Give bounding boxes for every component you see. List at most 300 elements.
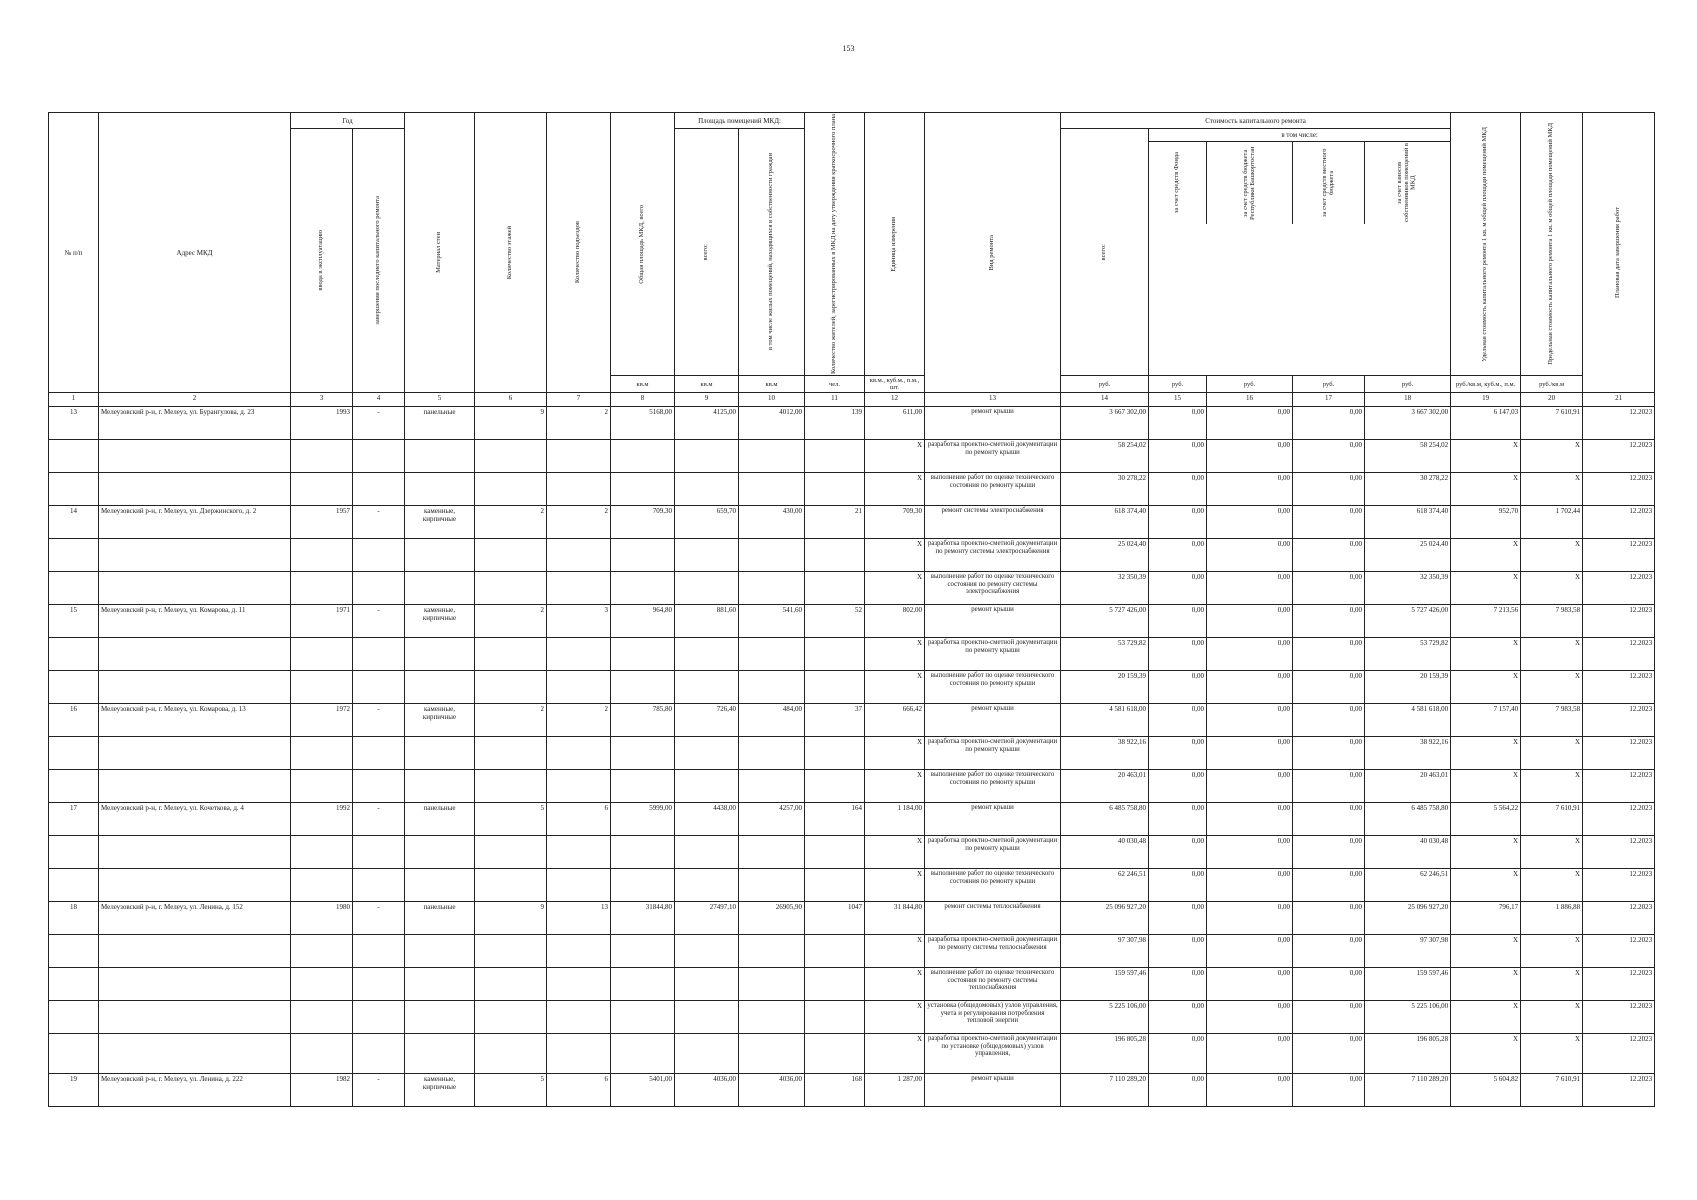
cell-year-last-repair xyxy=(353,935,405,968)
column-number: 21 xyxy=(1583,393,1655,407)
cell-row-number: 15 xyxy=(49,605,99,638)
cell-plan-date: 12.2023 xyxy=(1583,704,1655,737)
cell-cost-total: 3 667 302,00 xyxy=(1061,407,1149,440)
cell-address: Мелеузовский р-н, г. Мелеуз, ул. Бурангулова, д. 23 xyxy=(99,407,291,440)
cell-plan-date: 12.2023 xyxy=(1583,836,1655,869)
cell-floors: 5 xyxy=(475,803,547,836)
cell-year-last-repair xyxy=(353,968,405,1001)
cell-specific-cost: X xyxy=(1451,737,1521,770)
cell-limit-cost: X xyxy=(1521,737,1583,770)
cell-row-number: 18 xyxy=(49,902,99,935)
cell-row-number xyxy=(49,1001,99,1034)
cell-year-last-repair xyxy=(353,836,405,869)
cell-premises-fund xyxy=(739,1001,805,1034)
cell-year-commission xyxy=(291,1001,353,1034)
header-plan-date: Плановая дата завершения работ xyxy=(1614,207,1622,299)
cell-premises-area xyxy=(675,539,739,572)
header-year-commission: ввода в эксплуатацию xyxy=(317,230,325,291)
cell-cost-republic: 0,00 xyxy=(1207,704,1293,737)
cell-floors: 5 xyxy=(475,1074,547,1107)
cell-cost-fund: 0,00 xyxy=(1149,902,1207,935)
cell-premises-area: 4438,00 xyxy=(675,803,739,836)
cell-cost-local: 0,00 xyxy=(1293,1034,1365,1074)
cell-specific-cost: 796,17 xyxy=(1451,902,1521,935)
cell-entrances xyxy=(547,539,611,572)
cell-cost-total: 20 463,01 xyxy=(1061,770,1149,803)
cell-cost-local: 0,00 xyxy=(1293,572,1365,605)
cell-limit-cost: X xyxy=(1521,1034,1583,1074)
table-row xyxy=(49,440,1655,473)
cell-address: Мелеузовский р-н, г. Мелеуз, ул. Ленина, д. 222 xyxy=(99,1074,291,1107)
cell-premises-area xyxy=(675,572,739,605)
cell-work-type: ремонт крыши xyxy=(925,605,1061,638)
cell-limit-cost: 7 610,91 xyxy=(1521,803,1583,836)
cell-cost-total: 62 246,51 xyxy=(1061,869,1149,902)
cell-year-commission xyxy=(291,638,353,671)
cell-cost-owners: 30 278,22 xyxy=(1365,473,1451,506)
unit-17: руб. xyxy=(1293,376,1365,393)
cell-year-commission xyxy=(291,1034,353,1074)
cell-work-type: разработка проектно-сметной документации по ремонту крыши xyxy=(925,737,1061,770)
cell-row-number: 16 xyxy=(49,704,99,737)
cell-quantity: X xyxy=(865,671,925,704)
cell-cost-total: 25 024,40 xyxy=(1061,539,1149,572)
cell-cost-fund: 0,00 xyxy=(1149,869,1207,902)
cell-floors xyxy=(475,539,547,572)
cell-cost-owners: 25 024,40 xyxy=(1365,539,1451,572)
cell-premises-fund xyxy=(739,968,805,1001)
cell-cost-total: 196 805,28 xyxy=(1061,1034,1149,1074)
header-cost-fund: за счет средств Фонда xyxy=(1173,152,1181,214)
cell-premises-fund xyxy=(739,1034,805,1074)
header-premises-total: всего: xyxy=(702,243,710,261)
cell-cost-owners: 5 727 426,00 xyxy=(1365,605,1451,638)
cell-entrances xyxy=(547,440,611,473)
cell-address xyxy=(99,869,291,902)
cell-total-area: 964,80 xyxy=(611,605,675,638)
column-number: 9 xyxy=(675,393,739,407)
cell-cost-total: 58 254,02 xyxy=(1061,440,1149,473)
cell-total-area xyxy=(611,572,675,605)
table-row xyxy=(49,836,1655,869)
column-number: 6 xyxy=(475,393,547,407)
cell-plan-date: 12.2023 xyxy=(1583,440,1655,473)
cell-wall-material xyxy=(405,473,475,506)
cell-quantity: 666,42 xyxy=(865,704,925,737)
cell-cost-republic: 0,00 xyxy=(1207,539,1293,572)
header-entrances: Количество подъездов xyxy=(574,221,582,284)
cell-specific-cost: X xyxy=(1451,1001,1521,1034)
cell-cost-local: 0,00 xyxy=(1293,902,1365,935)
cell-premises-area xyxy=(675,638,739,671)
cell-cost-owners: 6 485 758,80 xyxy=(1365,803,1451,836)
cell-year-last-repair: - xyxy=(353,506,405,539)
cell-total-area xyxy=(611,473,675,506)
cell-wall-material: каменные, кирпичные xyxy=(405,605,475,638)
table-row xyxy=(49,605,1655,638)
cell-plan-date: 12.2023 xyxy=(1583,902,1655,935)
cell-limit-cost: X xyxy=(1521,572,1583,605)
cell-floors: 9 xyxy=(475,902,547,935)
cell-address xyxy=(99,473,291,506)
cell-entrances: 2 xyxy=(547,704,611,737)
column-number: 8 xyxy=(611,393,675,407)
cell-entrances xyxy=(547,737,611,770)
cell-cost-local: 0,00 xyxy=(1293,671,1365,704)
cell-premises-area xyxy=(675,1001,739,1034)
cell-year-last-repair xyxy=(353,1001,405,1034)
cell-address xyxy=(99,1034,291,1074)
table-row xyxy=(49,1074,1655,1107)
cell-year-commission xyxy=(291,440,353,473)
cell-cost-total: 25 096 927,20 xyxy=(1061,902,1149,935)
cell-cost-fund: 0,00 xyxy=(1149,704,1207,737)
cell-specific-cost: X xyxy=(1451,440,1521,473)
cell-cost-owners: 53 729,82 xyxy=(1365,638,1451,671)
column-number: 18 xyxy=(1365,393,1451,407)
cell-year-last-repair xyxy=(353,1034,405,1074)
cell-plan-date: 12.2023 xyxy=(1583,869,1655,902)
cell-cost-owners: 25 096 927,20 xyxy=(1365,902,1451,935)
cell-premises-area xyxy=(675,440,739,473)
cell-work-type: ремонт системы теплоснабжения xyxy=(925,902,1061,935)
cell-quantity: X xyxy=(865,869,925,902)
cell-wall-material xyxy=(405,572,475,605)
cell-floors xyxy=(475,968,547,1001)
cell-year-commission xyxy=(291,737,353,770)
cell-plan-date: 12.2023 xyxy=(1583,1074,1655,1107)
cell-floors xyxy=(475,440,547,473)
cell-premises-fund: 541,60 xyxy=(739,605,805,638)
cell-work-type: выполнение работ по оценке технического состояния по ремонту крыши xyxy=(925,869,1061,902)
table-row xyxy=(49,704,1655,737)
cell-address xyxy=(99,440,291,473)
cell-limit-cost: 1 702,44 xyxy=(1521,506,1583,539)
cell-cost-fund: 0,00 xyxy=(1149,1034,1207,1074)
cell-plan-date: 12.2023 xyxy=(1583,473,1655,506)
cell-cost-owners: 58 254,02 xyxy=(1365,440,1451,473)
cell-address xyxy=(99,935,291,968)
cell-year-commission: 1980 xyxy=(291,902,353,935)
cell-cost-total: 4 581 618,00 xyxy=(1061,704,1149,737)
cell-cost-owners: 40 030,48 xyxy=(1365,836,1451,869)
cell-total-area xyxy=(611,539,675,572)
header-premises-area: Площадь помещений МКД: xyxy=(675,113,805,129)
cell-floors xyxy=(475,836,547,869)
cell-quantity: 31 844,80 xyxy=(865,902,925,935)
cell-year-commission xyxy=(291,572,353,605)
cell-specific-cost: X xyxy=(1451,539,1521,572)
cell-quantity: X xyxy=(865,770,925,803)
cell-premises-area: 659,70 xyxy=(675,506,739,539)
unit-18: руб. xyxy=(1365,376,1451,393)
table-row xyxy=(49,1034,1655,1074)
cell-entrances xyxy=(547,473,611,506)
cell-cost-owners: 159 597,46 xyxy=(1365,968,1451,1001)
cell-row-number xyxy=(49,539,99,572)
cell-cost-total: 38 922,16 xyxy=(1061,737,1149,770)
header-incl: в том числе: xyxy=(1149,129,1450,142)
cell-residents: 139 xyxy=(805,407,865,440)
cell-premises-fund: 484,00 xyxy=(739,704,805,737)
cell-quantity: X xyxy=(865,638,925,671)
cell-year-last-repair: - xyxy=(353,902,405,935)
cell-cost-local: 0,00 xyxy=(1293,704,1365,737)
cell-quantity: X xyxy=(865,836,925,869)
unit-20: руб./кв.м xyxy=(1521,376,1583,393)
cell-work-type: ремонт крыши xyxy=(925,407,1061,440)
cell-floors: 2 xyxy=(475,605,547,638)
cell-floors xyxy=(475,935,547,968)
cell-year-last-repair xyxy=(353,572,405,605)
cell-cost-total: 159 597,46 xyxy=(1061,968,1149,1001)
cell-cost-republic: 0,00 xyxy=(1207,1074,1293,1107)
header-cost-title: Стоимость капитального ремонта xyxy=(1061,113,1451,129)
cell-residents: 52 xyxy=(805,605,865,638)
unit-10: кв.м xyxy=(739,376,805,393)
cell-quantity: X xyxy=(865,737,925,770)
cell-entrances: 13 xyxy=(547,902,611,935)
cell-floors xyxy=(475,473,547,506)
cell-cost-republic: 0,00 xyxy=(1207,836,1293,869)
column-number: 12 xyxy=(865,393,925,407)
cell-year-commission xyxy=(291,836,353,869)
cell-total-area: 5168,00 xyxy=(611,407,675,440)
cell-cost-owners: 7 110 289,20 xyxy=(1365,1074,1451,1107)
column-number: 1 xyxy=(49,393,99,407)
cell-cost-owners: 62 246,51 xyxy=(1365,869,1451,902)
cell-address: Мелеузовский р-н, г. Мелеуз, ул. Дзержинского, д. 2 xyxy=(99,506,291,539)
cell-cost-fund: 0,00 xyxy=(1149,407,1207,440)
cell-total-area: 709,30 xyxy=(611,506,675,539)
cell-quantity: X xyxy=(865,473,925,506)
cell-premises-fund xyxy=(739,539,805,572)
cell-quantity: X xyxy=(865,1034,925,1074)
cell-specific-cost: 5 564,22 xyxy=(1451,803,1521,836)
cell-total-area xyxy=(611,968,675,1001)
cell-entrances xyxy=(547,836,611,869)
cell-row-number: 19 xyxy=(49,1074,99,1107)
table-row xyxy=(49,539,1655,572)
cell-residents xyxy=(805,671,865,704)
cell-cost-owners: 97 307,98 xyxy=(1365,935,1451,968)
cell-premises-fund xyxy=(739,473,805,506)
cell-cost-local: 0,00 xyxy=(1293,770,1365,803)
cell-quantity: 1 287,00 xyxy=(865,1074,925,1107)
cell-total-area: 785,80 xyxy=(611,704,675,737)
table-row xyxy=(49,506,1655,539)
cell-cost-republic: 0,00 xyxy=(1207,902,1293,935)
cell-cost-local: 0,00 xyxy=(1293,803,1365,836)
column-number: 4 xyxy=(353,393,405,407)
cell-cost-local: 0,00 xyxy=(1293,440,1365,473)
unit-14: руб. xyxy=(1061,376,1149,393)
cell-premises-fund: 4257,00 xyxy=(739,803,805,836)
cell-year-last-repair: - xyxy=(353,704,405,737)
cell-address xyxy=(99,572,291,605)
cell-quantity: X xyxy=(865,572,925,605)
cell-total-area xyxy=(611,440,675,473)
cell-quantity: 611,00 xyxy=(865,407,925,440)
cell-cost-fund: 0,00 xyxy=(1149,1074,1207,1107)
cell-wall-material: каменные, кирпичные xyxy=(405,704,475,737)
page-number: 153 xyxy=(842,44,855,53)
cell-premises-area xyxy=(675,869,739,902)
cell-floors xyxy=(475,737,547,770)
cell-year-last-repair xyxy=(353,539,405,572)
cell-premises-fund xyxy=(739,737,805,770)
cell-row-number xyxy=(49,770,99,803)
cell-total-area xyxy=(611,638,675,671)
column-number: 10 xyxy=(739,393,805,407)
cell-wall-material: панельные xyxy=(405,803,475,836)
header-floors: Количество этажей xyxy=(506,225,514,280)
header-address: Адрес МКД xyxy=(99,113,291,393)
table-row xyxy=(49,902,1655,935)
cell-address xyxy=(99,671,291,704)
cell-residents xyxy=(805,836,865,869)
cell-cost-owners: 4 581 618,00 xyxy=(1365,704,1451,737)
cell-address xyxy=(99,770,291,803)
cell-cost-total: 30 278,22 xyxy=(1061,473,1149,506)
cell-wall-material xyxy=(405,836,475,869)
cell-row-number xyxy=(49,671,99,704)
cell-year-commission xyxy=(291,671,353,704)
cell-total-area xyxy=(611,671,675,704)
cell-cost-owners: 5 225 106,00 xyxy=(1365,1001,1451,1034)
cell-total-area: 31844,80 xyxy=(611,902,675,935)
cell-address: Мелеузовский р-н, г. Мелеуз, ул. Комарова, д. 11 xyxy=(99,605,291,638)
cell-work-type: выполнение работ по оценке технического состояния по ремонту крыши xyxy=(925,473,1061,506)
cell-work-type: ремонт системы электроснабжения xyxy=(925,506,1061,539)
table-row xyxy=(49,935,1655,968)
cell-premises-area: 27497,10 xyxy=(675,902,739,935)
cell-specific-cost: 5 604,82 xyxy=(1451,1074,1521,1107)
cell-address xyxy=(99,638,291,671)
cell-plan-date: 12.2023 xyxy=(1583,770,1655,803)
header-cost-total: всего: xyxy=(1100,243,1108,261)
cell-premises-fund xyxy=(739,770,805,803)
cell-limit-cost: X xyxy=(1521,770,1583,803)
cell-cost-local: 0,00 xyxy=(1293,836,1365,869)
cell-cost-local: 0,00 xyxy=(1293,737,1365,770)
cell-specific-cost: X xyxy=(1451,638,1521,671)
cell-entrances: 2 xyxy=(547,407,611,440)
cell-cost-republic: 0,00 xyxy=(1207,638,1293,671)
unit-8: кв.м xyxy=(611,376,675,393)
cell-row-number xyxy=(49,572,99,605)
table-row xyxy=(49,737,1655,770)
cell-limit-cost: 1 886,88 xyxy=(1521,902,1583,935)
cell-cost-republic: 0,00 xyxy=(1207,869,1293,902)
cell-year-commission xyxy=(291,968,353,1001)
cell-quantity: X xyxy=(865,968,925,1001)
cell-work-type: разработка проектно-сметной документации по ремонту крыши xyxy=(925,440,1061,473)
cell-cost-total: 6 485 758,80 xyxy=(1061,803,1149,836)
cell-cost-local: 0,00 xyxy=(1293,935,1365,968)
cell-quantity: 709,30 xyxy=(865,506,925,539)
cell-address xyxy=(99,836,291,869)
cell-cost-republic: 0,00 xyxy=(1207,572,1293,605)
cell-cost-republic: 0,00 xyxy=(1207,1034,1293,1074)
cell-plan-date: 12.2023 xyxy=(1583,968,1655,1001)
cell-quantity: 802,00 xyxy=(865,605,925,638)
cell-entrances xyxy=(547,638,611,671)
table-row xyxy=(49,638,1655,671)
cell-limit-cost: 7 983,58 xyxy=(1521,704,1583,737)
cell-plan-date: 12.2023 xyxy=(1583,539,1655,572)
cell-wall-material xyxy=(405,638,475,671)
cell-wall-material xyxy=(405,869,475,902)
cell-plan-date: 12.2023 xyxy=(1583,638,1655,671)
cell-wall-material: панельные xyxy=(405,902,475,935)
table-row xyxy=(49,869,1655,902)
cell-specific-cost: 6 147,03 xyxy=(1451,407,1521,440)
cell-residents: 1047 xyxy=(805,902,865,935)
cell-residents xyxy=(805,968,865,1001)
cell-entrances xyxy=(547,869,611,902)
column-number: 19 xyxy=(1451,393,1521,407)
cell-plan-date: 12.2023 xyxy=(1583,803,1655,836)
cell-cost-fund: 0,00 xyxy=(1149,1001,1207,1034)
cell-residents xyxy=(805,638,865,671)
cell-cost-fund: 0,00 xyxy=(1149,638,1207,671)
cell-row-number: 17 xyxy=(49,803,99,836)
cell-cost-republic: 0,00 xyxy=(1207,935,1293,968)
header-unit-measure: Единица измерения xyxy=(890,216,898,272)
cell-specific-cost: 7 213,56 xyxy=(1451,605,1521,638)
cell-cost-total: 97 307,98 xyxy=(1061,935,1149,968)
cell-floors: 9 xyxy=(475,407,547,440)
cell-cost-republic: 0,00 xyxy=(1207,770,1293,803)
header-specific-cost: Удельная стоимость капитального ремонта 1 кв. м общей площади помещений МКД xyxy=(1481,126,1489,362)
cell-year-commission xyxy=(291,539,353,572)
cell-wall-material xyxy=(405,539,475,572)
cell-cost-total: 5 225 106,00 xyxy=(1061,1001,1149,1034)
cell-limit-cost: X xyxy=(1521,638,1583,671)
cell-plan-date: 12.2023 xyxy=(1583,1034,1655,1074)
cell-premises-fund xyxy=(739,638,805,671)
column-number: 13 xyxy=(925,393,1061,407)
cell-limit-cost: X xyxy=(1521,836,1583,869)
cell-quantity: 1 184,00 xyxy=(865,803,925,836)
cell-row-number: 13 xyxy=(49,407,99,440)
cell-cost-republic: 0,00 xyxy=(1207,506,1293,539)
cell-entrances: 2 xyxy=(547,506,611,539)
cell-year-commission: 1957 xyxy=(291,506,353,539)
cell-year-commission xyxy=(291,869,353,902)
cell-premises-area: 726,40 xyxy=(675,704,739,737)
cell-limit-cost: 7 610,91 xyxy=(1521,1074,1583,1107)
cell-plan-date: 12.2023 xyxy=(1583,671,1655,704)
cell-total-area xyxy=(611,1034,675,1074)
cell-floors xyxy=(475,1001,547,1034)
cell-specific-cost: X xyxy=(1451,968,1521,1001)
header-num: № п/п xyxy=(49,113,99,393)
cell-cost-republic: 0,00 xyxy=(1207,440,1293,473)
cell-total-area xyxy=(611,836,675,869)
cell-year-last-repair xyxy=(353,638,405,671)
cell-residents: 37 xyxy=(805,704,865,737)
cell-year-commission: 1971 xyxy=(291,605,353,638)
header-total-area: Общая площадь МКД, всего xyxy=(638,204,646,284)
cell-wall-material xyxy=(405,770,475,803)
cell-cost-local: 0,00 xyxy=(1293,638,1365,671)
cell-floors xyxy=(475,572,547,605)
cell-limit-cost: X xyxy=(1521,968,1583,1001)
column-numbers-row xyxy=(49,393,1655,407)
cell-work-type: выполнение работ по оценке технического состояния по ремонту системы электроснабжения xyxy=(925,572,1061,605)
